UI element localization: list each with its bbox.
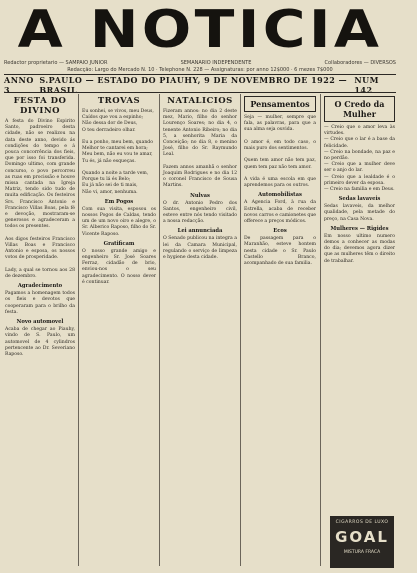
column-divider <box>159 94 160 566</box>
newspaper-title: A NOTICIA <box>17 0 383 60</box>
article-heading: NATALICIOS <box>167 96 233 106</box>
article-heading: TROVAS <box>97 96 141 106</box>
column-festa <box>5 96 75 566</box>
ad-subline: MISTURA FRACA <box>343 550 381 555</box>
address-line <box>4 67 396 73</box>
article-heading: Pensamentos <box>244 96 316 112</box>
issue-year: ANNO 3 <box>4 75 34 95</box>
address-text: Redacção: Largo do Mercado N. 10 · Telephone N. 228 — Assignaturas: por anno 12$000 · 6 mezes 7$000 <box>67 67 333 73</box>
article-body: Eu sonhei, se vivos, meu Deus, Caídos que vou a espinho; Não dessa dor de Deus, O teu derradeiro olhar. Eu a ponho, meu bem, quando Melhor te cantarei em hora; Meu bem, não eu vou te amar, Tu és, já não esqueças. Quando a noite a tarde vem, Porque tu lá és Belo; Eu já não sei de ti mais, Não vi, amor, nenhuma. <box>82 109 154 195</box>
article-subheading: Sedas lavaveis <box>338 196 381 203</box>
article-body: O nosso grande amigo e engenheiro Sr. José Soares Ferraz, cidadão de brio, enviou-nos o seu agradecimento. O nosso dever é continuar. <box>82 248 158 285</box>
article-body: Acaba de chegar ao Piauhy, vindo de S. Paulo, um automovel de 4 cylindros pertencente ao Dr. Severiano Raposo. <box>5 327 77 357</box>
editor-credit: Redactor proprietario — SAMPAIO JUNIOR <box>4 60 108 66</box>
article-body: A Agencia Ford, à rua da Estrella, acaba de receber novos carros e camionetes que offerece a preços módicos. <box>244 200 318 225</box>
cigarette-advertisement <box>330 516 394 568</box>
article-subheading: Gratificam <box>103 240 135 247</box>
article-body: O dr. Antonio Pedro dos Santos, engenheiro civil, esteve entre nós tendo visitado a nossa redacção. <box>163 200 239 225</box>
collaborators-credit: Collaboradores — DIVERSOS <box>324 60 396 66</box>
article-heading: O Credo da Mulher <box>324 96 395 122</box>
article-subheading: Em Pogos <box>104 198 134 205</box>
column-divider <box>320 94 321 566</box>
column-divider <box>78 94 79 566</box>
column-credo <box>324 96 395 512</box>
article-body: De passagem para o Maranhão, esteve hontem nesta cidade o Sr. Paulo Castello Branco, acompanhado de sua familia. <box>244 236 318 267</box>
article-body: Em nosso ultimo numero demos a conhecer as modas do dia; devemos agora dizer que as mulheres têm o direito de trabalhar. <box>324 233 397 264</box>
ad-tagline: CIGARROS DE LUXO <box>335 520 389 525</box>
article-subheading: Novo automovel <box>16 319 64 326</box>
article-body: A festa do Divino Espirito Santo, padroeiro desta cidade, não se realizou na data deste anno, devido ás condições do tempo e á pouca concorrência dos fieis, que por isso foi transferida. Domingo ultimo, com grande concurso, o povo percorreu as ruas em procissão e houve missa cantada na Igreja Matriz, tendo sido tudo de muita edificação. Os festeiros Srs. Francisco Antonio e Francisco Villas Boas, pela fé e devoção, mostraram-se generosos e agradeceram a todos os presentes. Aos digos festeiros Francisco Villas Boas e Francisco Antonio e esposa, os nossos votos de prosperidade. Lady, a qual se tornou aos 28 de dezembro. <box>5 119 75 280</box>
masthead-info-line <box>4 60 396 66</box>
dateline <box>4 75 396 95</box>
article-heading: FESTA DO DIVINO <box>13 96 67 116</box>
article-subheading: Automobilistas <box>258 192 302 199</box>
article-subheading: Ecos <box>273 228 287 235</box>
article-body: — Creio que o amor leva às virtudes. — Creio que o lar é a base da felicidade. — Creio na bondade, na paz e no perdão. — Creio que a mulher deve ser o anjo do lar. — Creio que a lealdade é o primeiro dever da esposa. — Creio na familia e em Deus. <box>324 125 395 193</box>
article-subheading: Agradecimento <box>17 283 63 290</box>
article-subheading: Mulheres — Rigides <box>330 225 389 232</box>
publication-type: SEMANARIO INDEPENDENTE <box>180 60 252 66</box>
column-trovas <box>82 96 156 566</box>
masthead <box>6 0 394 60</box>
place-date: S.PAULO — ESTADO DO PIAUHY, 9 DE NOVEMBRO DE 1922 — BRASIL <box>39 75 348 95</box>
article-subheading: Nulvas <box>190 192 210 199</box>
article-body: Pagamos a homenagem todos os fieis e devotos que cooperaram para o brilho da festa. <box>5 291 77 315</box>
article-subheading: Lei annunciada <box>177 228 223 235</box>
issue-number: NUM 142 <box>354 75 379 95</box>
column-pensamentos <box>244 96 316 566</box>
ad-brand: GOAL <box>335 528 389 546</box>
column-divider <box>240 94 241 566</box>
article-body: O Senado publicou na integra a lei da Camara Municipal, regulando o serviço de limpeza e hygiene desta cidade. <box>163 236 239 261</box>
article-body: Fizeram annos: no dia 2 deste mez, Mario, filho do senhor Lourenço Soares; no dia 4, o tenente Antonio Ribeiro; no dia 5, a senhorita Maria da Conceição; no dia 8, o menino José, filho do Sr. Raymundo Leal. Fazem annos amanhã o senhor Joaquim Rodrigues e no dia 12 o coronel Francisco de Sousa Martins. <box>163 109 237 189</box>
column-natalicios <box>163 96 237 566</box>
article-body: Com sua visita, esposou os nossos Pogos de Caldas, tendo um de um novo oiro e alegre, o Sr. Alberico Raposo, filho do Sr. Vicente Raposo. <box>82 206 158 237</box>
divider <box>4 92 396 93</box>
article-body: Sedas lavaveis, da melhor qualidade, pela metade do preço, na Casa Nova. <box>324 204 397 222</box>
article-body: Seja — mulher, sempre que fala, as palavras, para que a sua alma seja ouvida. O amor é, em todo caso, o mais puro dos sentimentos. Quem tem amor não tem paz, quem tem paz não tem amor. A vida é uma escola em que aprendemos para os outros. <box>244 115 316 189</box>
